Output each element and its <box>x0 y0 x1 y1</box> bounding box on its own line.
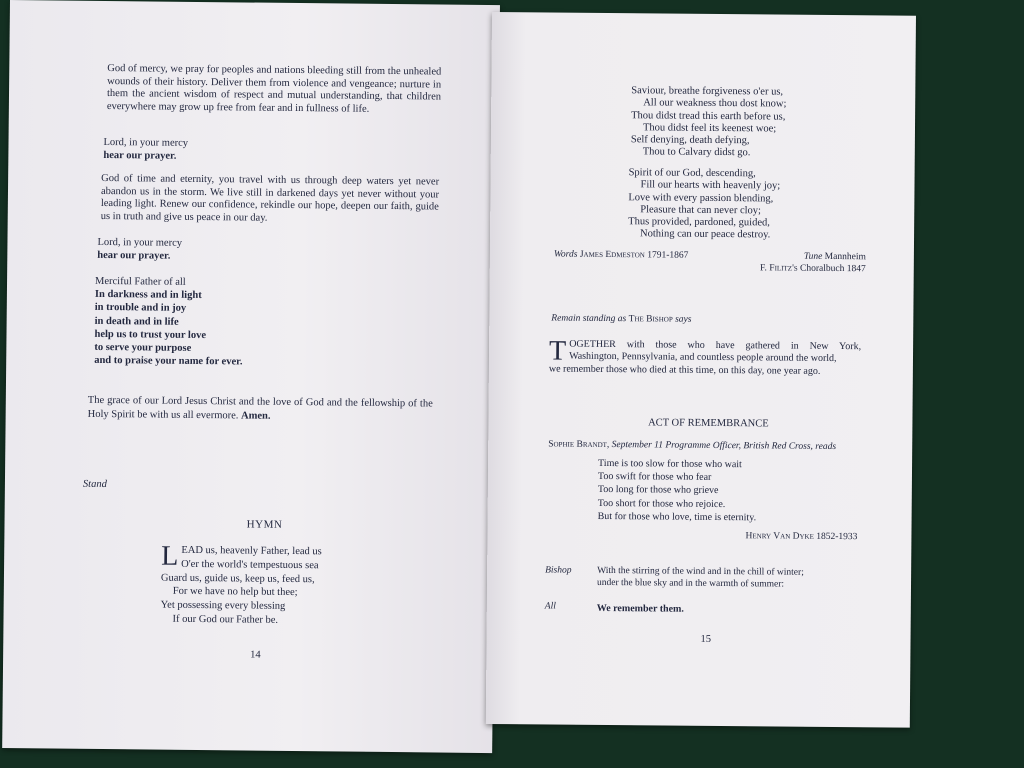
hymn-line: Spirit of our God, descending, <box>628 167 756 180</box>
hymn-line: O'er the world's tempestuous sea <box>181 558 319 572</box>
grace-text: The grace of our Lord Jesus Christ and the love of God and the fellowship of the Holy Spirit be with us all evermore. <box>87 394 433 421</box>
litany-intro: Merciful Father of all <box>95 275 186 288</box>
poem-line: Too long for those who grieve <box>597 484 719 497</box>
response-call: Lord, in your mercy <box>97 236 183 249</box>
response-two <box>97 237 397 265</box>
remain-rubric <box>551 313 851 328</box>
together-paragraph <box>548 335 862 379</box>
grace-amen: Amen. <box>240 409 271 422</box>
hymn-line: EAD us, heavenly Father, lead us <box>181 544 322 558</box>
litany-line: to serve your purpose <box>94 341 192 354</box>
words-author: James Edmeston <box>579 249 645 261</box>
together-first-rest: with those who have gathered in New York, <box>626 339 862 353</box>
remain-text: Remain standing as <box>551 313 627 325</box>
poem-line: Too short for those who rejoice. <box>597 497 726 510</box>
hymn-line: Guard us, guide us, keep us, feed us, <box>160 572 315 585</box>
prayer-eternity-text: God of time and eternity, you travel with us through deep waters yet never abandon us in the storm. We live still in darkened days yet never without your leading light. Renew our confidence, rekindle our hope, deepen our faith, guide us in truth and give us peace in our day. <box>100 172 440 224</box>
remain-says: says <box>675 314 692 325</box>
litany-line: and to praise your name for ever. <box>94 355 243 368</box>
prayer-mercy-paragraph <box>107 63 442 117</box>
left-page <box>2 0 500 753</box>
words-label: Words <box>553 249 578 260</box>
tune-source-rest: Choralbuch 1847 <box>800 263 866 275</box>
hymn-verse <box>160 540 391 629</box>
litany-line: In darkness and in light <box>94 289 202 302</box>
bishop-words <box>597 565 867 592</box>
tune-label: Tune <box>803 251 823 262</box>
all-response <box>597 603 797 617</box>
page-number-right <box>700 634 711 645</box>
response-answer: hear our prayer. <box>103 149 177 162</box>
bishop-line: under the blue sky and in the warmth of summer: <box>596 578 785 590</box>
act-title <box>608 417 808 431</box>
grace-paragraph <box>88 394 433 425</box>
hymn-line: Thou to Calvary didst go. <box>642 146 751 159</box>
bishop-label <box>545 564 571 577</box>
hymn-credits <box>554 249 866 276</box>
reader-role: September 11 Programme Officer, British Red Cross, reads <box>611 440 837 453</box>
together-line: Washington, Pennsylvania, and countless people around the world, <box>569 351 837 365</box>
hymn-line: Yet possessing every blessing <box>160 599 286 613</box>
poem-author-credit <box>687 530 857 544</box>
poem-line: But for those who love, time is eternity. <box>597 510 757 524</box>
litany-line: in trouble and in joy <box>94 302 187 315</box>
together-dropcap: T <box>548 335 567 367</box>
reader-credit: Sophie Brandt, September 11 Programme Officer, British Red Cross, reads <box>548 439 837 453</box>
hymn-title-text: HYMN <box>246 518 283 531</box>
page-number-left <box>250 650 261 661</box>
hymn-line: If our God our Father be. <box>172 613 279 626</box>
prayer-mercy-text: God of mercy, we pray for peoples and nations bleeding still from the unhealed wounds of their history. Deliver them from violence and vengeance; nurture in them the ancient wisdom of respect and mutual understanding, that children everywhere may grow up free from fear and in fullness of life. <box>106 63 442 115</box>
hymn-line: All our weakness thou dost know; <box>643 97 787 110</box>
litany-line: help us to trust your love <box>94 328 207 341</box>
reader-name: Sophie Brandt <box>548 439 607 451</box>
hymn-title <box>194 518 334 532</box>
hymn-line: For we have no help but thee; <box>172 586 298 599</box>
tune-name: Mannheim <box>824 251 866 263</box>
prayer-eternity-paragraph <box>101 173 440 227</box>
hymn-dropcap: L <box>161 540 179 572</box>
poem-years: 1852-1933 <box>816 531 858 543</box>
stand-text: Stand <box>82 478 107 491</box>
hymn-line: Saviour, breathe forgiveness o'er us, <box>631 85 784 98</box>
together-first-caps: OGETHER <box>569 338 616 351</box>
stand-rubric <box>83 479 107 492</box>
response-answer: hear our prayer. <box>97 249 171 262</box>
response-call: Lord, in your mercy <box>103 136 189 149</box>
right-page <box>486 12 916 728</box>
page-number-text: 15 <box>700 633 712 645</box>
remain-bishop: The Bishop <box>628 314 673 325</box>
hymn-line: Pleasure that can never cloy; <box>640 204 762 217</box>
poem-line: Too swift for those who fear <box>597 471 712 484</box>
litany-line: in death and in life <box>94 315 179 328</box>
litany <box>94 275 395 371</box>
hymn-line: Self denying, death defying, <box>630 134 750 147</box>
hymn-line: Love with every passion blending, <box>628 191 774 205</box>
remembrance-poem <box>598 457 839 525</box>
hymn-line: Thus provided, pardoned, guided, <box>628 216 770 229</box>
hymn-line: Fill our hearts with heavenly joy; <box>640 179 781 192</box>
poem-line: Time is too slow for those who wait <box>598 457 742 471</box>
bishop-line: With the stirring of the wind and in the chill of winter; <box>597 565 804 578</box>
words-years: 1791-1867 <box>647 250 689 261</box>
hymn-line: Thou didst feel its keenest woe; <box>642 122 777 135</box>
all-label-text: All <box>544 601 556 612</box>
hymn-line: Nothing can our peace destroy. <box>640 228 771 241</box>
bishop-label-text: Bishop <box>545 565 572 576</box>
hymn-verse-two <box>631 85 852 161</box>
act-title-text: ACT OF REMEMBRANCE <box>648 417 769 430</box>
response-one <box>103 137 403 165</box>
hymn-verse-three <box>628 167 849 243</box>
together-line: we remember those who died at this time, on this day, one year ago. <box>548 363 821 377</box>
page-number-text: 14 <box>250 649 261 661</box>
tune-source <box>554 261 866 276</box>
all-label <box>545 600 556 613</box>
all-response-text: We remember them. <box>596 602 684 615</box>
poem-author: Henry Van Dyke <box>745 531 814 542</box>
hymn-line: Thou didst tread this earth before us, <box>631 109 786 123</box>
tune-source-name: F. Filitz's <box>759 263 798 274</box>
